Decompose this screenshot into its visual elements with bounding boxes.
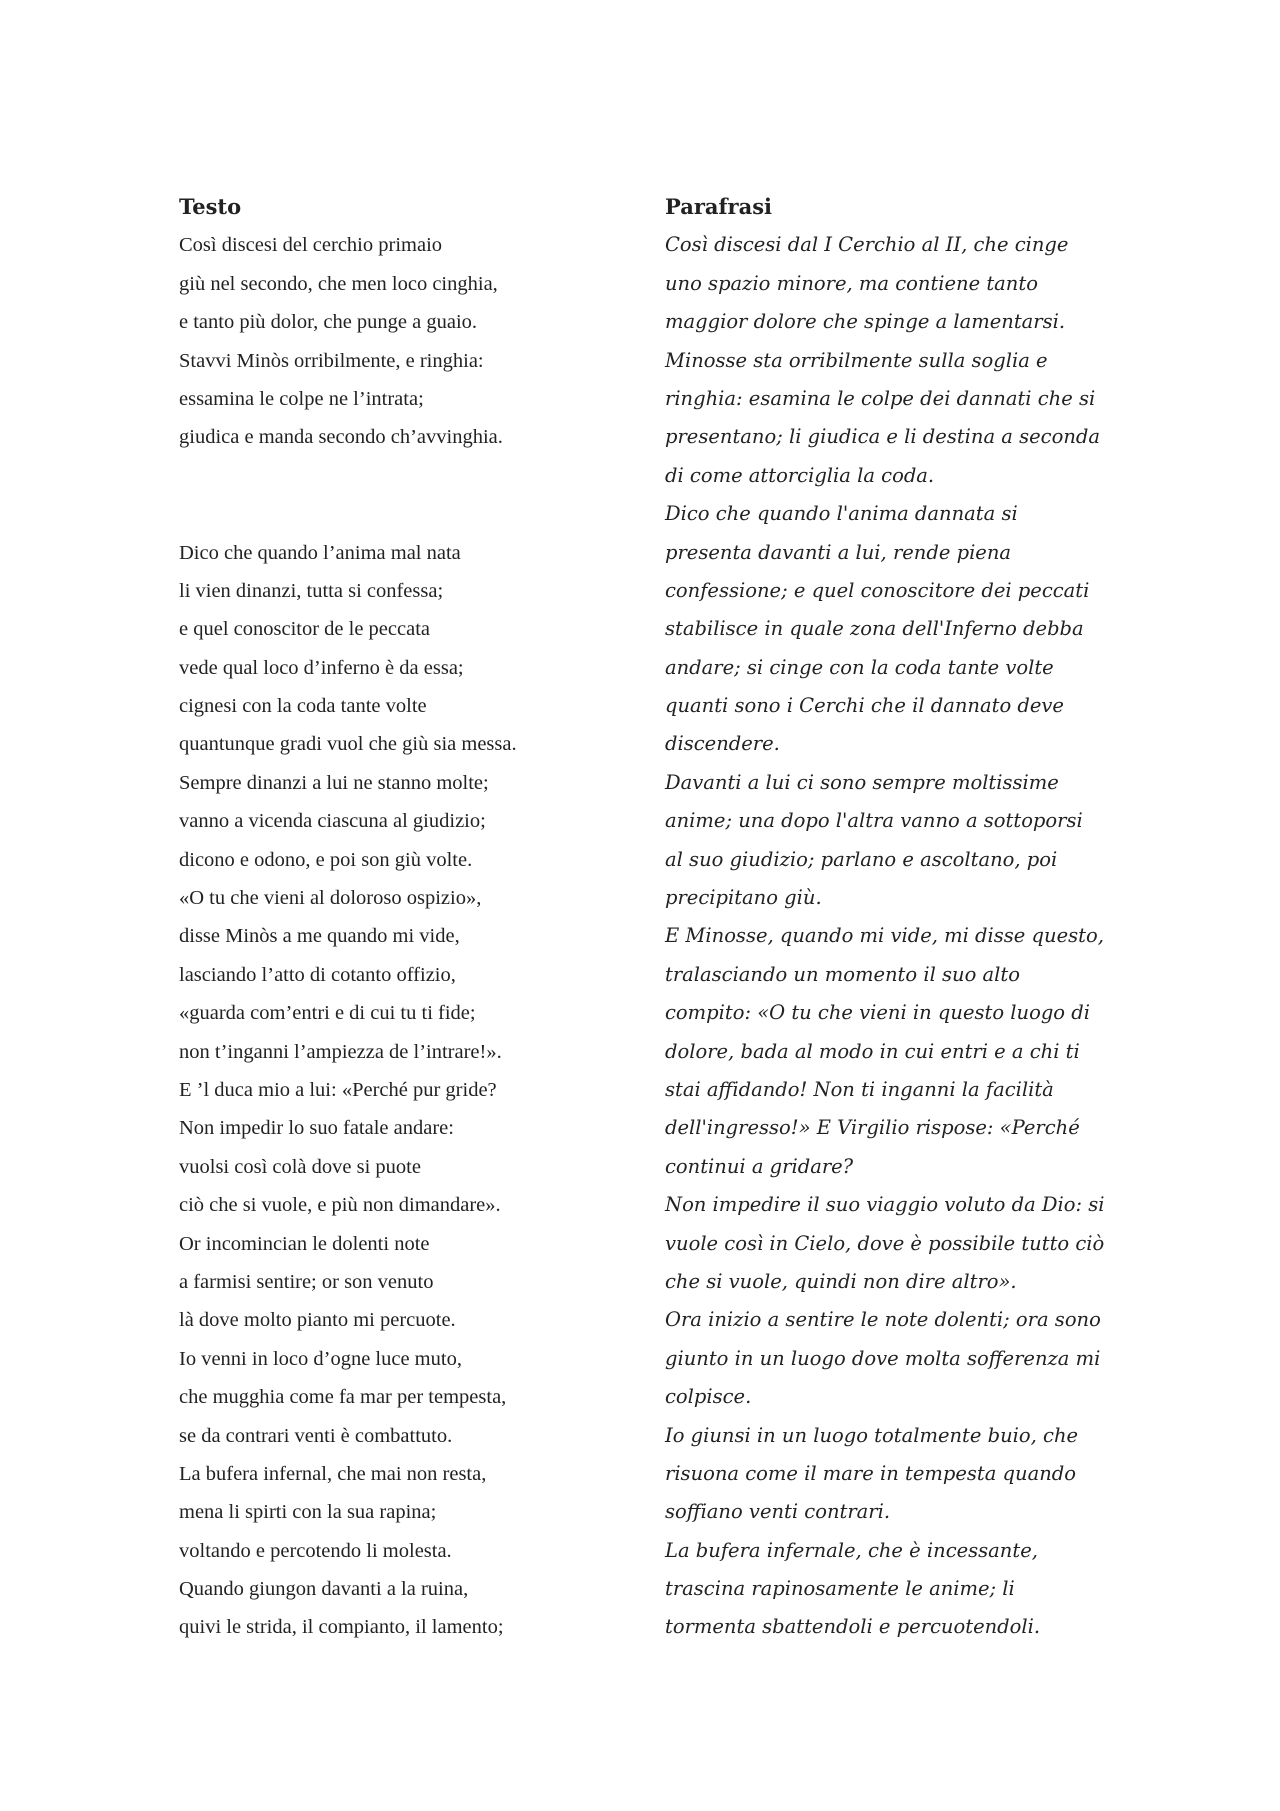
verse-line: li vien dinanzi, tutta si confessa; bbox=[179, 579, 444, 602]
paraphrase-line: maggior dolore che spinge a lamentarsi. bbox=[665, 310, 1066, 334]
verse-line: quantunque gradi vuol che giù sia messa. bbox=[179, 733, 517, 756]
paraphrase-line: di come attorciglia la coda. bbox=[665, 463, 935, 487]
paraphrase-line: discendere. bbox=[665, 732, 780, 756]
verse-line: «guarda com’entri e di cui tu ti fide; bbox=[179, 1002, 476, 1025]
paraphrase-line: stabilisce in quale zona dell'Inferno debba bbox=[665, 617, 1084, 641]
parafrasi-column bbox=[665, 188, 1135, 1647]
paraphrase-line: compito: «O tu che vieni in questo luogo di bbox=[665, 1001, 1090, 1025]
paraphrase-line: anime; una dopo l'altra vanno a sottoporsi bbox=[665, 809, 1083, 833]
verse-line: là dove molto pianto mi percuote. bbox=[179, 1309, 456, 1332]
verse-line: Or incomincian le dolenti note bbox=[179, 1232, 430, 1255]
verse-line: giù nel secondo, che men loco cinghia, bbox=[179, 272, 498, 295]
verse-line: e quel conoscitor de le peccata bbox=[179, 618, 430, 641]
paraphrase-line: Così discesi dal I Cerchio al II, che cinge bbox=[665, 233, 1069, 257]
verse-line: vanno a vicenda ciascuna al giudizio; bbox=[179, 810, 486, 833]
paraphrase-line: uno spazio minore, ma contiene tanto bbox=[665, 271, 1038, 295]
testo-stanza-2 bbox=[179, 534, 619, 1647]
verse-line: Io venni in loco d’ogne luce muto, bbox=[179, 1347, 462, 1370]
paraphrase-line: Non impedire il suo viaggio voluto da Dio: si bbox=[665, 1193, 1105, 1217]
verse-line: e tanto più dolor, che punge a guaio. bbox=[179, 311, 478, 334]
verse-line: Dico che quando l’anima mal nata bbox=[179, 541, 461, 564]
paraphrase-line: vuole così in Cielo, dove è possibile tutto ciò bbox=[665, 1231, 1105, 1255]
paraphrase-line: stai affidando! Non ti inganni la facilità bbox=[665, 1077, 1054, 1101]
verse-line: Non impedir lo suo fatale andare: bbox=[179, 1117, 454, 1140]
verse-line: mena li spirti con la sua rapina; bbox=[179, 1501, 437, 1524]
paraphrase-line: tralasciando un momento il suo alto bbox=[665, 962, 1020, 986]
paraphrase-line: risuona come il mare in tempesta quando bbox=[665, 1461, 1076, 1485]
verse-line: essamina le colpe ne l’intrata; bbox=[179, 387, 424, 410]
parafrasi-text bbox=[665, 226, 1135, 1646]
paraphrase-line: continui a gridare? bbox=[665, 1154, 854, 1178]
parafrasi-heading: Parafrasi bbox=[665, 194, 773, 219]
paraphrase-line: ringhia: esamina le colpe dei dannati che si bbox=[665, 386, 1096, 410]
paraphrase-line: presenta davanti a lui, rende piena bbox=[665, 540, 1012, 564]
paraphrase-line: soffiano venti contrari. bbox=[665, 1500, 891, 1524]
verse-line: non t’inganni l’ampiezza de l’intrare!». bbox=[179, 1040, 502, 1063]
paraphrase-line: precipitano giù. bbox=[665, 886, 822, 910]
paraphrase-line: dell'ingresso!» E Virgilio rispose: «Perché bbox=[665, 1116, 1080, 1140]
verse-line: cignesi con la coda tante volte bbox=[179, 695, 427, 718]
verse-line: disse Minòs a me quando mi vide, bbox=[179, 925, 460, 948]
paraphrase-line: tormenta sbattendoli e percuotendoli. bbox=[665, 1615, 1041, 1639]
verse-line: dicono e odono, e poi son giù volte. bbox=[179, 848, 473, 871]
paraphrase-line: Ora inizio a sentire le note dolenti; ora sono bbox=[665, 1308, 1101, 1332]
paraphrase-line: E Minosse, quando mi vide, mi disse questo, bbox=[665, 924, 1104, 948]
paraphrase-line: al suo giudizio; parlano e ascoltano, poi bbox=[665, 847, 1058, 871]
verse-line: quivi le strida, il compianto, il lamento; bbox=[179, 1616, 504, 1639]
paraphrase-line: andare; si cinge con la coda tante volte bbox=[665, 655, 1054, 679]
testo-column bbox=[179, 188, 619, 1647]
paraphrase-line: trascina rapinosamente le anime; li bbox=[665, 1577, 1015, 1601]
verse-line: E ’l duca mio a lui: «Perché pur gride? bbox=[179, 1079, 497, 1101]
verse-line: ciò che si vuole, e più non dimandare». bbox=[179, 1194, 501, 1217]
testo-stanza-1 bbox=[179, 226, 619, 456]
verse-line: Sempre dinanzi a lui ne stanno molte; bbox=[179, 771, 489, 794]
verse-line: se da contrari venti è combattuto. bbox=[179, 1424, 453, 1447]
paraphrase-line: Davanti a lui ci sono sempre moltissime bbox=[665, 770, 1059, 794]
stanza-gap bbox=[179, 457, 619, 534]
paraphrase-line: giunto in un luogo dove molta sofferenza mi bbox=[665, 1346, 1101, 1370]
paraphrase-line: che si vuole, quindi non dire altro». bbox=[665, 1269, 1017, 1293]
verse-line: lasciando l’atto di cotanto offizio, bbox=[179, 963, 456, 986]
paraphrase-line: quanti sono i Cerchi che il dannato deve bbox=[665, 694, 1064, 718]
verse-line: vuolsi così colà dove si puote bbox=[179, 1155, 421, 1178]
paraphrase-line: dolore, bada al modo in cui entri e a chi ti bbox=[665, 1039, 1080, 1063]
testo-heading: Testo bbox=[179, 194, 242, 219]
verse-line: «O tu che vieni al doloroso ospizio», bbox=[179, 887, 482, 910]
verse-line: La bufera infernal, che mai non resta, bbox=[179, 1462, 487, 1485]
verse-line: che mugghia come fa mar per tempesta, bbox=[179, 1386, 507, 1409]
paraphrase-line: Io giunsi in un luogo totalmente buio, che bbox=[665, 1423, 1079, 1447]
verse-line: Quando giungon davanti a la ruina, bbox=[179, 1578, 469, 1601]
verse-line: vede qual loco d’inferno è da essa; bbox=[179, 656, 464, 679]
verse-line: voltando e percotendo li molesta. bbox=[179, 1539, 452, 1562]
paraphrase-line: Minosse sta orribilmente sulla soglia e bbox=[665, 348, 1048, 372]
paraphrase-line: colpisce. bbox=[665, 1385, 752, 1409]
verse-line: Così discesi del cerchio primaio bbox=[179, 234, 443, 257]
paraphrase-line: La bufera infernale, che è incessante, bbox=[665, 1538, 1038, 1562]
paraphrase-line: Dico che quando l'anima dannata si bbox=[665, 502, 1018, 526]
verse-line: giudica e manda secondo ch’avvinghia. bbox=[179, 426, 503, 449]
paraphrase-line: confessione; e quel conoscitore dei peccati bbox=[665, 578, 1090, 602]
verse-line: a farmisi sentire; or son venuto bbox=[179, 1270, 434, 1293]
paraphrase-line: presentano; li giudica e li destina a seconda bbox=[665, 425, 1100, 449]
verse-line: Stavvi Minòs orribilmente, e ringhia: bbox=[179, 349, 484, 372]
